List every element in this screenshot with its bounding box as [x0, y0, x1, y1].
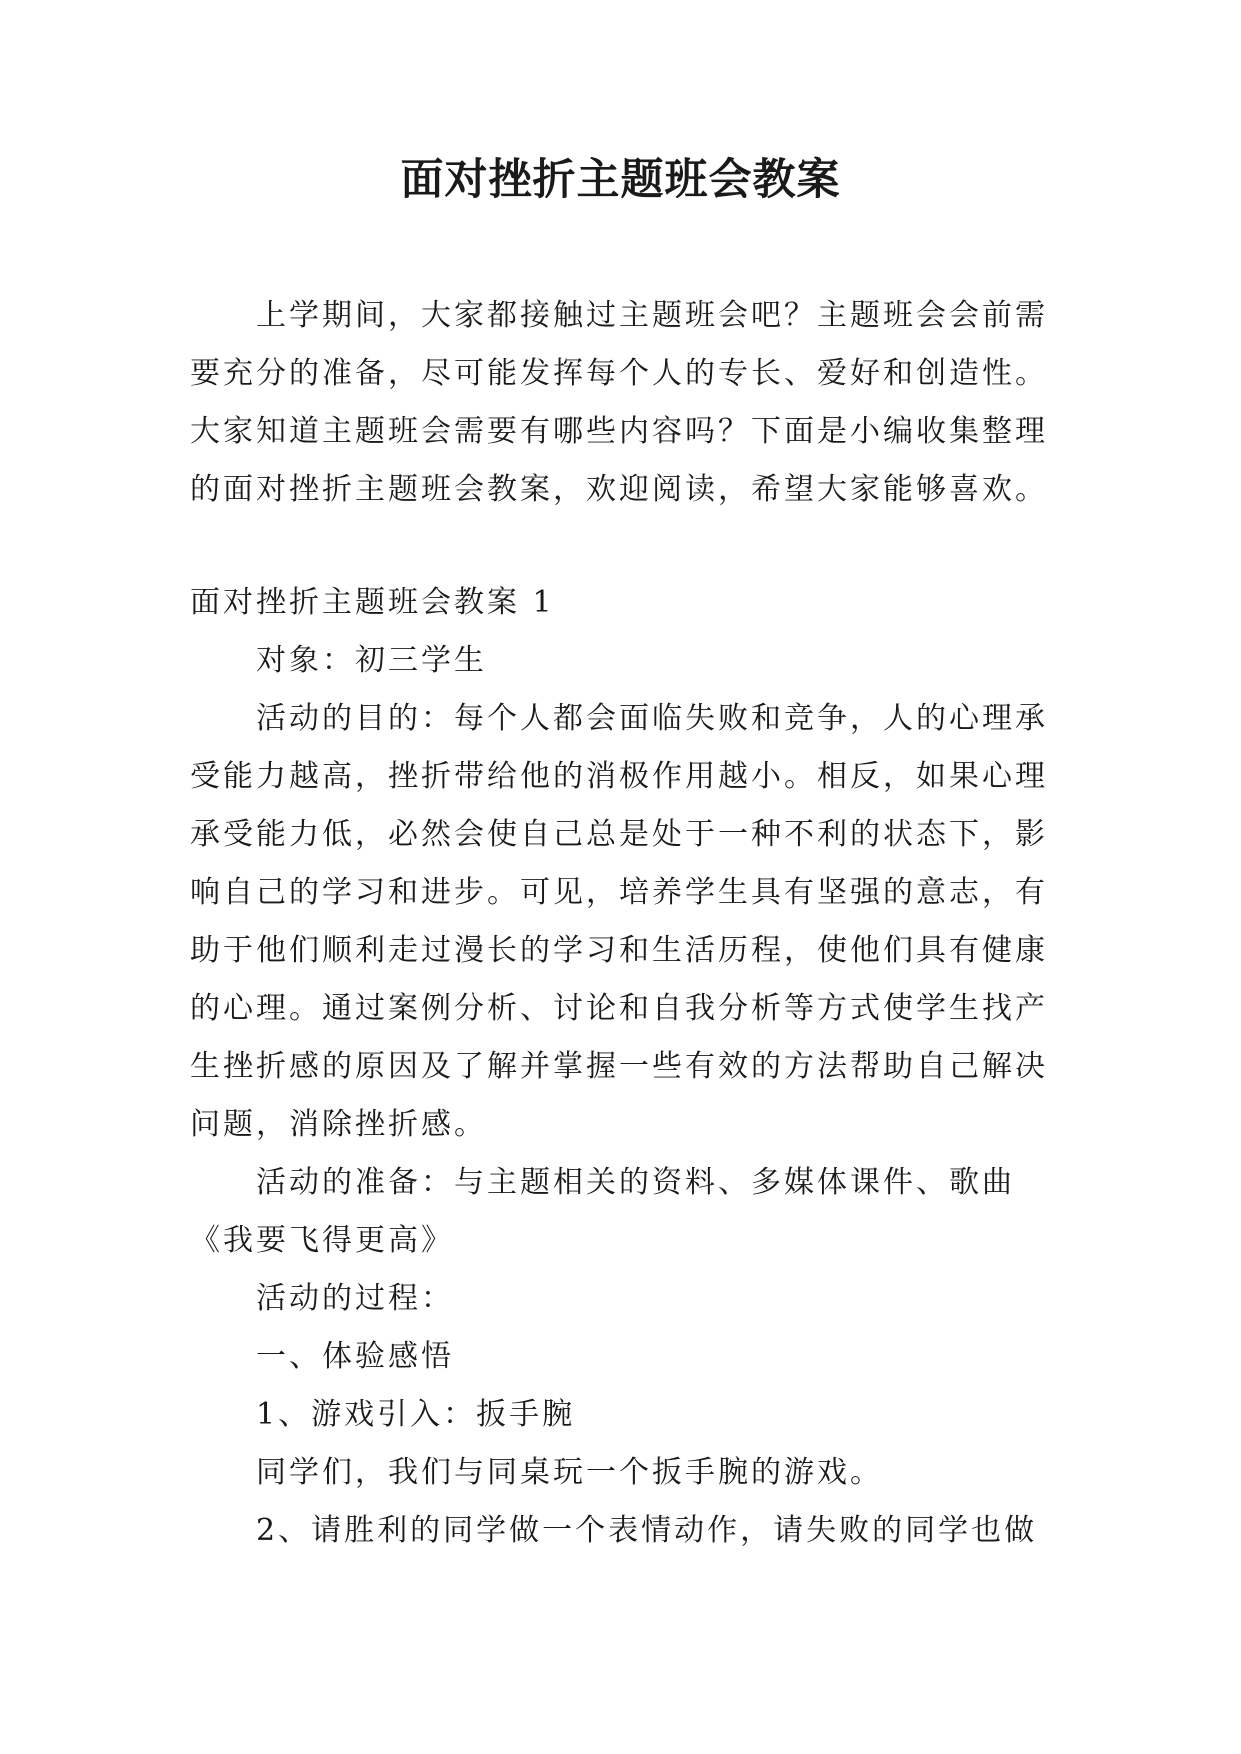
paragraph-expression: 2、请胜利的同学做一个表情动作，请失败的同学也做: [256, 1513, 1038, 1548]
paragraph-game-intro: 1、游戏引入：扳手腕: [256, 1397, 576, 1432]
paragraph-audience: 对象：初三学生: [256, 643, 487, 678]
document-title: 面对挫折主题班会教案: [400, 155, 841, 205]
section-content: [190, 574, 1048, 1560]
paragraph-preparation: 活动的准备：与主题相关的资料、多媒体课件、歌曲《我要飞得更高》: [190, 1165, 1015, 1258]
intro-paragraph: 上学期间，大家都接触过主题班会吧？主题班会会前需要充分的准备，尽可能发挥每个人的专长、爱好和创造性。大家知道主题班会需要有哪些内容吗？下面是小编收集整理的面对挫折主题班会教案，欢迎阅读，希望大家能够喜欢。: [190, 298, 1048, 507]
paragraph-purpose: 活动的目的：每个人都会面临失败和竞争，人的心理承受能力越高，挫折带给他的消极作用越小。相反，如果心理承受能力低，必然会使自己总是处于一种不利的状态下，影响自己的学习和进步。可见，培养学生具有坚强的意志，有助于他们顺利走过漫长的学习和生活历程，使他们具有健康的心理。通过案例分析、讨论和自我分析等方式使学生找产生挫折感的原因及了解并掌握一些有效的方法帮助自己解决问题，消除挫折感。: [190, 701, 1048, 1142]
paragraph-process: 活动的过程：: [256, 1281, 454, 1316]
paragraph-game-instruction: 同学们，我们与同桌玩一个扳手腕的游戏。: [256, 1455, 883, 1490]
section-title: 面对挫折主题班会教案 1: [190, 585, 555, 620]
paragraph-step-heading: 一、体验感悟: [256, 1339, 454, 1374]
